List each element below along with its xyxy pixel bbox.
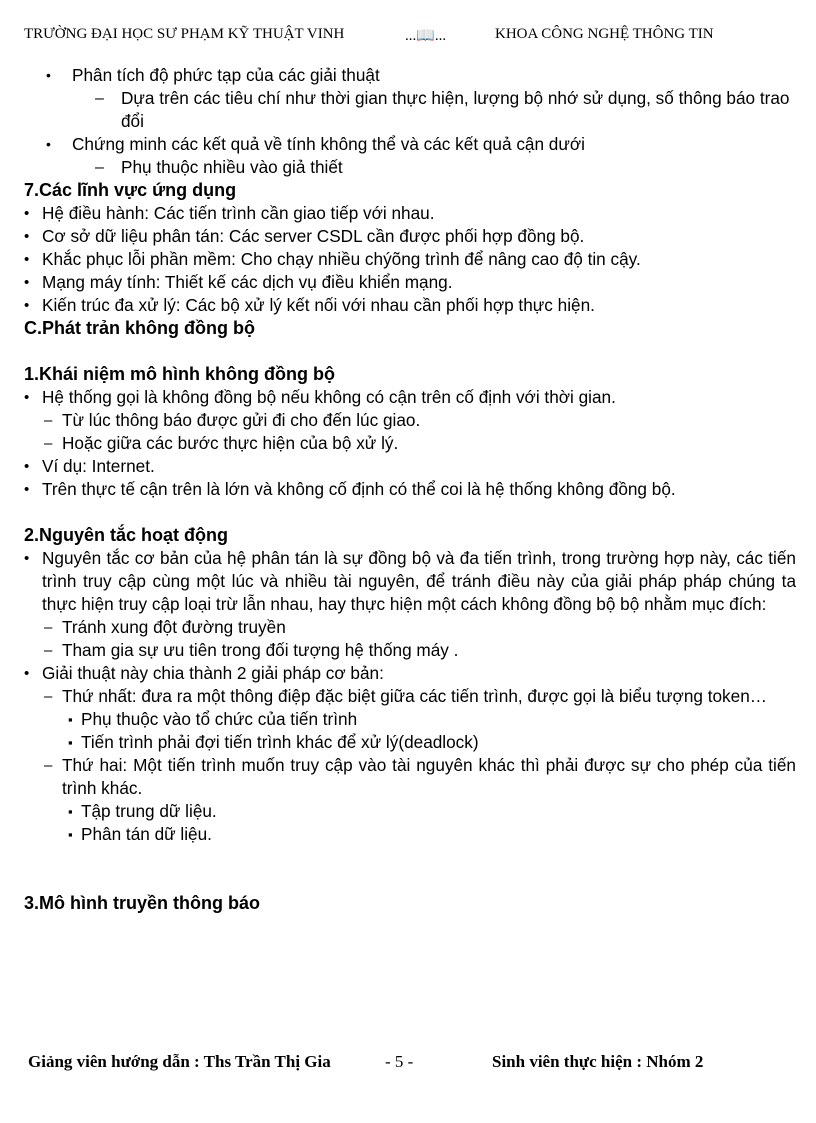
dash-marker: –	[95, 159, 104, 176]
section-heading: 7.Các lĩnh vực ứng dụng	[24, 180, 237, 200]
bullet-marker: •	[24, 228, 30, 245]
list-item-text: Kiến trúc đa xử lý: Các bộ xử lý kết nối với nhau cần phối hợp thực hiện.	[42, 295, 595, 315]
bullet-marker: •	[46, 136, 51, 152]
dash-marker: –	[44, 412, 53, 429]
list-item	[24, 248, 796, 271]
list-item-text: Từ lúc thông báo được gửi đi cho đến lúc giao.	[62, 410, 421, 430]
square-bullet-marker: ▪	[68, 804, 73, 819]
list-item-text: Giải thuật này chia thành 2 giải pháp cơ bản:	[42, 663, 384, 683]
list-item	[24, 823, 796, 846]
list-item	[24, 386, 796, 409]
dash-marker: –	[44, 757, 53, 774]
list-item	[24, 455, 796, 478]
list-item	[24, 432, 796, 455]
list-item-text: Mạng máy tính: Thiết kế các dịch vụ điều khiển mạng.	[42, 272, 453, 292]
square-bullet-marker: ▪	[68, 735, 73, 750]
list-item	[24, 685, 796, 708]
book-icon: ...📖...	[405, 28, 447, 44]
list-item	[24, 202, 796, 225]
list-item	[24, 133, 796, 156]
list-item-text: Phụ thuộc vào tổ chức của tiến trình	[81, 709, 358, 729]
bullet-marker: •	[46, 67, 51, 83]
bullet-marker: •	[24, 205, 30, 222]
list-item	[24, 754, 796, 800]
list-item	[24, 156, 796, 179]
section-heading: 3.Mô hình truyền thông báo	[24, 893, 260, 913]
list-item	[24, 271, 796, 294]
page-header	[24, 26, 792, 48]
school-name: TRƯỜNG ĐẠI HỌC SƯ PHẠM KỸ THUẬT VINH	[24, 26, 345, 42]
list-item-text: Nguyên tắc cơ bản của hệ phân tán là sự đồng bộ và đa tiến trình, trong trường hợp này, các tiến trình truy cập cùng một lúc và nhiều tài nguyên, để tránh điều này của giải pháp pháp chúng ta thực hiện truy cập loại trừ lẫn nhau, hay thực hiện một cách không đồng bộ bộ nhằm mục đích:	[42, 548, 796, 614]
square-bullet-marker: ▪	[68, 712, 73, 727]
bullet-marker: •	[24, 297, 30, 314]
square-bullet-marker: ▪	[68, 827, 73, 842]
list-item	[24, 225, 796, 248]
dash-marker: –	[44, 688, 53, 705]
list-item-text: Thứ hai: Một tiến trình muốn truy cập vào tài nguyên khác thì phải được sự cho phép của tiến trình khác.	[62, 755, 796, 798]
list-item-text: Phụ thuộc nhiều vào giả thiết	[121, 157, 343, 177]
list-item	[24, 800, 796, 823]
section-heading: 2.Nguyên tắc hoạt động	[24, 525, 229, 545]
list-item-text: Tập trung dữ liệu.	[81, 801, 217, 821]
dash-marker: –	[44, 435, 53, 452]
list-item-text: Tham gia sự ưu tiên trong đối tượng hệ thống máy .	[62, 640, 459, 660]
list-item	[24, 547, 796, 616]
spacer	[24, 501, 796, 524]
list-item-text: Tiến trình phải đợi tiến trình khác để xử lý(deadlock)	[81, 732, 479, 752]
dash-marker: –	[95, 90, 104, 107]
bullet-marker: •	[24, 251, 30, 268]
student-label: Sinh viên thực hiện : Nhóm 2	[492, 1052, 704, 1071]
bullet-marker: •	[24, 550, 30, 567]
list-item-text: Thứ nhất: đưa ra một thông điệp đặc biệt giữa các tiến trình, được gọi là biểu tượng token…	[62, 686, 767, 706]
list-item-text: Phân tích độ phức tạp của các giải thuật	[72, 65, 380, 85]
list-item	[24, 616, 796, 639]
document-body	[24, 64, 796, 915]
bullet-marker: •	[24, 389, 30, 406]
list-item-text: Cơ sở dữ liệu phân tán: Các server CSDL cần được phối hợp đồng bộ.	[42, 226, 585, 246]
list-item	[24, 662, 796, 685]
list-item	[24, 478, 796, 501]
list-item	[24, 708, 796, 731]
dash-marker: –	[44, 619, 53, 636]
bullet-marker: •	[24, 665, 30, 682]
section-heading: 1.Khái niệm mô hình không đồng bộ	[24, 364, 335, 384]
bullet-marker: •	[24, 458, 30, 475]
list-item	[24, 409, 796, 432]
list-item	[24, 294, 796, 317]
list-item-text: Chứng minh các kết quả về tính không thể và các kết quả cận dưới	[72, 134, 585, 154]
bullet-marker: •	[24, 274, 30, 291]
page-footer	[28, 1052, 792, 1076]
list-item-text: Trên thực tế cận trên là lớn và không cố định có thể coi là hệ thống không đồng bộ.	[42, 479, 676, 499]
list-item-text: Dựa trên các tiêu chí như thời gian thực hiện, lượng bộ nhớ sử dụng, số thông báo trao đổi	[121, 88, 790, 131]
list-item	[24, 64, 796, 87]
page-number: - 5 -	[385, 1052, 414, 1071]
list-item-text: Tránh xung đột đường truyền	[62, 617, 286, 637]
spacer	[24, 846, 796, 892]
list-item	[24, 639, 796, 662]
list-item-text: Ví dụ: Internet.	[42, 456, 155, 476]
spacer	[24, 340, 796, 363]
list-item	[24, 731, 796, 754]
dash-marker: –	[44, 642, 53, 659]
list-item-text: Hoặc giữa các bước thực hiện của bộ xử lý.	[62, 433, 399, 453]
list-item-text: Hệ điều hành: Các tiến trình cần giao tiếp với nhau.	[42, 203, 435, 223]
instructor-label: Giảng viên hướng dẫn : Ths Trần Thị Gia	[28, 1052, 331, 1071]
list-item	[24, 87, 796, 133]
list-item-text: Hệ thống gọi là không đồng bộ nếu không có cận trên cố định với thời gian.	[42, 387, 616, 407]
list-item-text: Phân tán dữ liệu.	[81, 824, 212, 844]
section-heading: C.Phát trản không đồng bộ	[24, 318, 255, 338]
list-item-text: Khắc phục lỗi phần mềm: Cho chạy nhiều chýõng trình để nâng cao độ tin cậy.	[42, 249, 641, 269]
bullet-marker: •	[24, 481, 30, 498]
faculty-name: KHOA CÔNG NGHỆ THÔNG TIN	[495, 26, 714, 42]
